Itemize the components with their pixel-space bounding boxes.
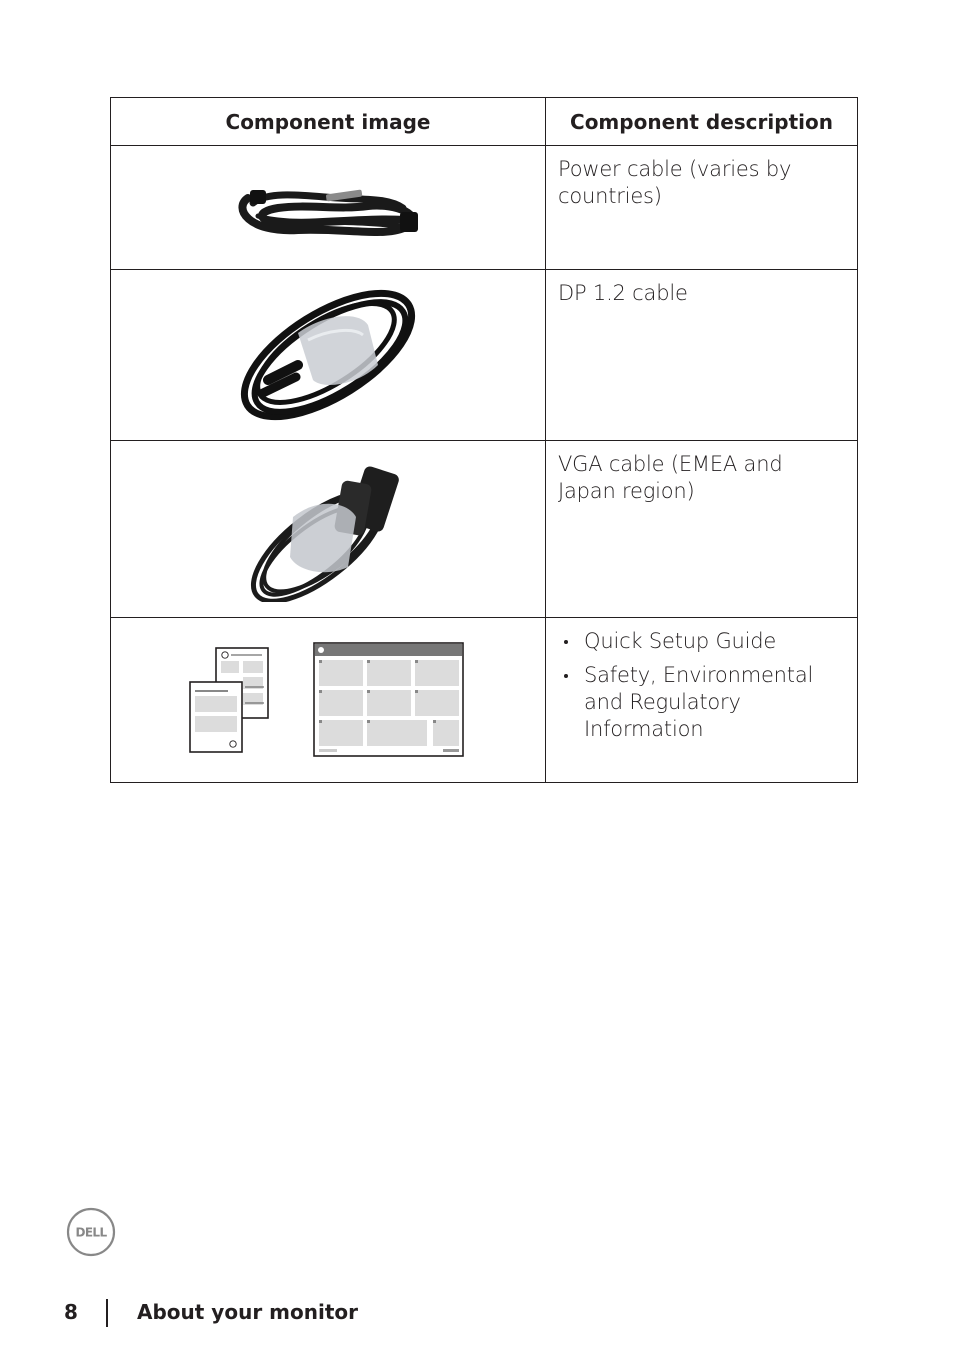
vga-cable-image-cell — [111, 441, 546, 618]
components-table — [110, 97, 858, 783]
dp-cable-photo-icon — [228, 285, 428, 425]
power-cable-photo-icon — [228, 168, 428, 248]
list-item: Safety, Environmental and Regulatory Information — [558, 662, 845, 743]
bullet-icon — [564, 640, 568, 644]
list-item: Quick Setup Guide — [558, 628, 845, 655]
table-row — [111, 618, 858, 783]
table-row — [111, 441, 858, 618]
header-component-description: Component description — [546, 98, 858, 146]
documents-description — [546, 618, 858, 783]
documents-list — [558, 628, 845, 743]
section-title: About your monitor — [137, 1300, 358, 1324]
power-cable-description: Power cable (varies by countries) — [546, 146, 858, 270]
table-row — [111, 146, 858, 270]
page-number: 8 — [64, 1300, 78, 1324]
footer-separator — [106, 1299, 108, 1327]
table-header-row — [111, 98, 858, 146]
bullet-icon — [564, 674, 568, 678]
dp-cable-description: DP 1.2 cable — [546, 270, 858, 441]
dp-cable-image-cell — [111, 270, 546, 441]
vga-cable-description: VGA cable (EMEA and Japan region) — [546, 441, 858, 618]
power-cable-image-cell — [111, 146, 546, 270]
table-row — [111, 270, 858, 441]
documents-illustration-icon — [188, 642, 468, 758]
documents-image-cell — [111, 618, 546, 783]
vga-cable-photo-icon — [238, 457, 418, 602]
header-component-image: Component image — [111, 98, 546, 146]
dell-logo-icon — [66, 1207, 116, 1257]
svg-text:DELL: DELL — [75, 1225, 107, 1240]
